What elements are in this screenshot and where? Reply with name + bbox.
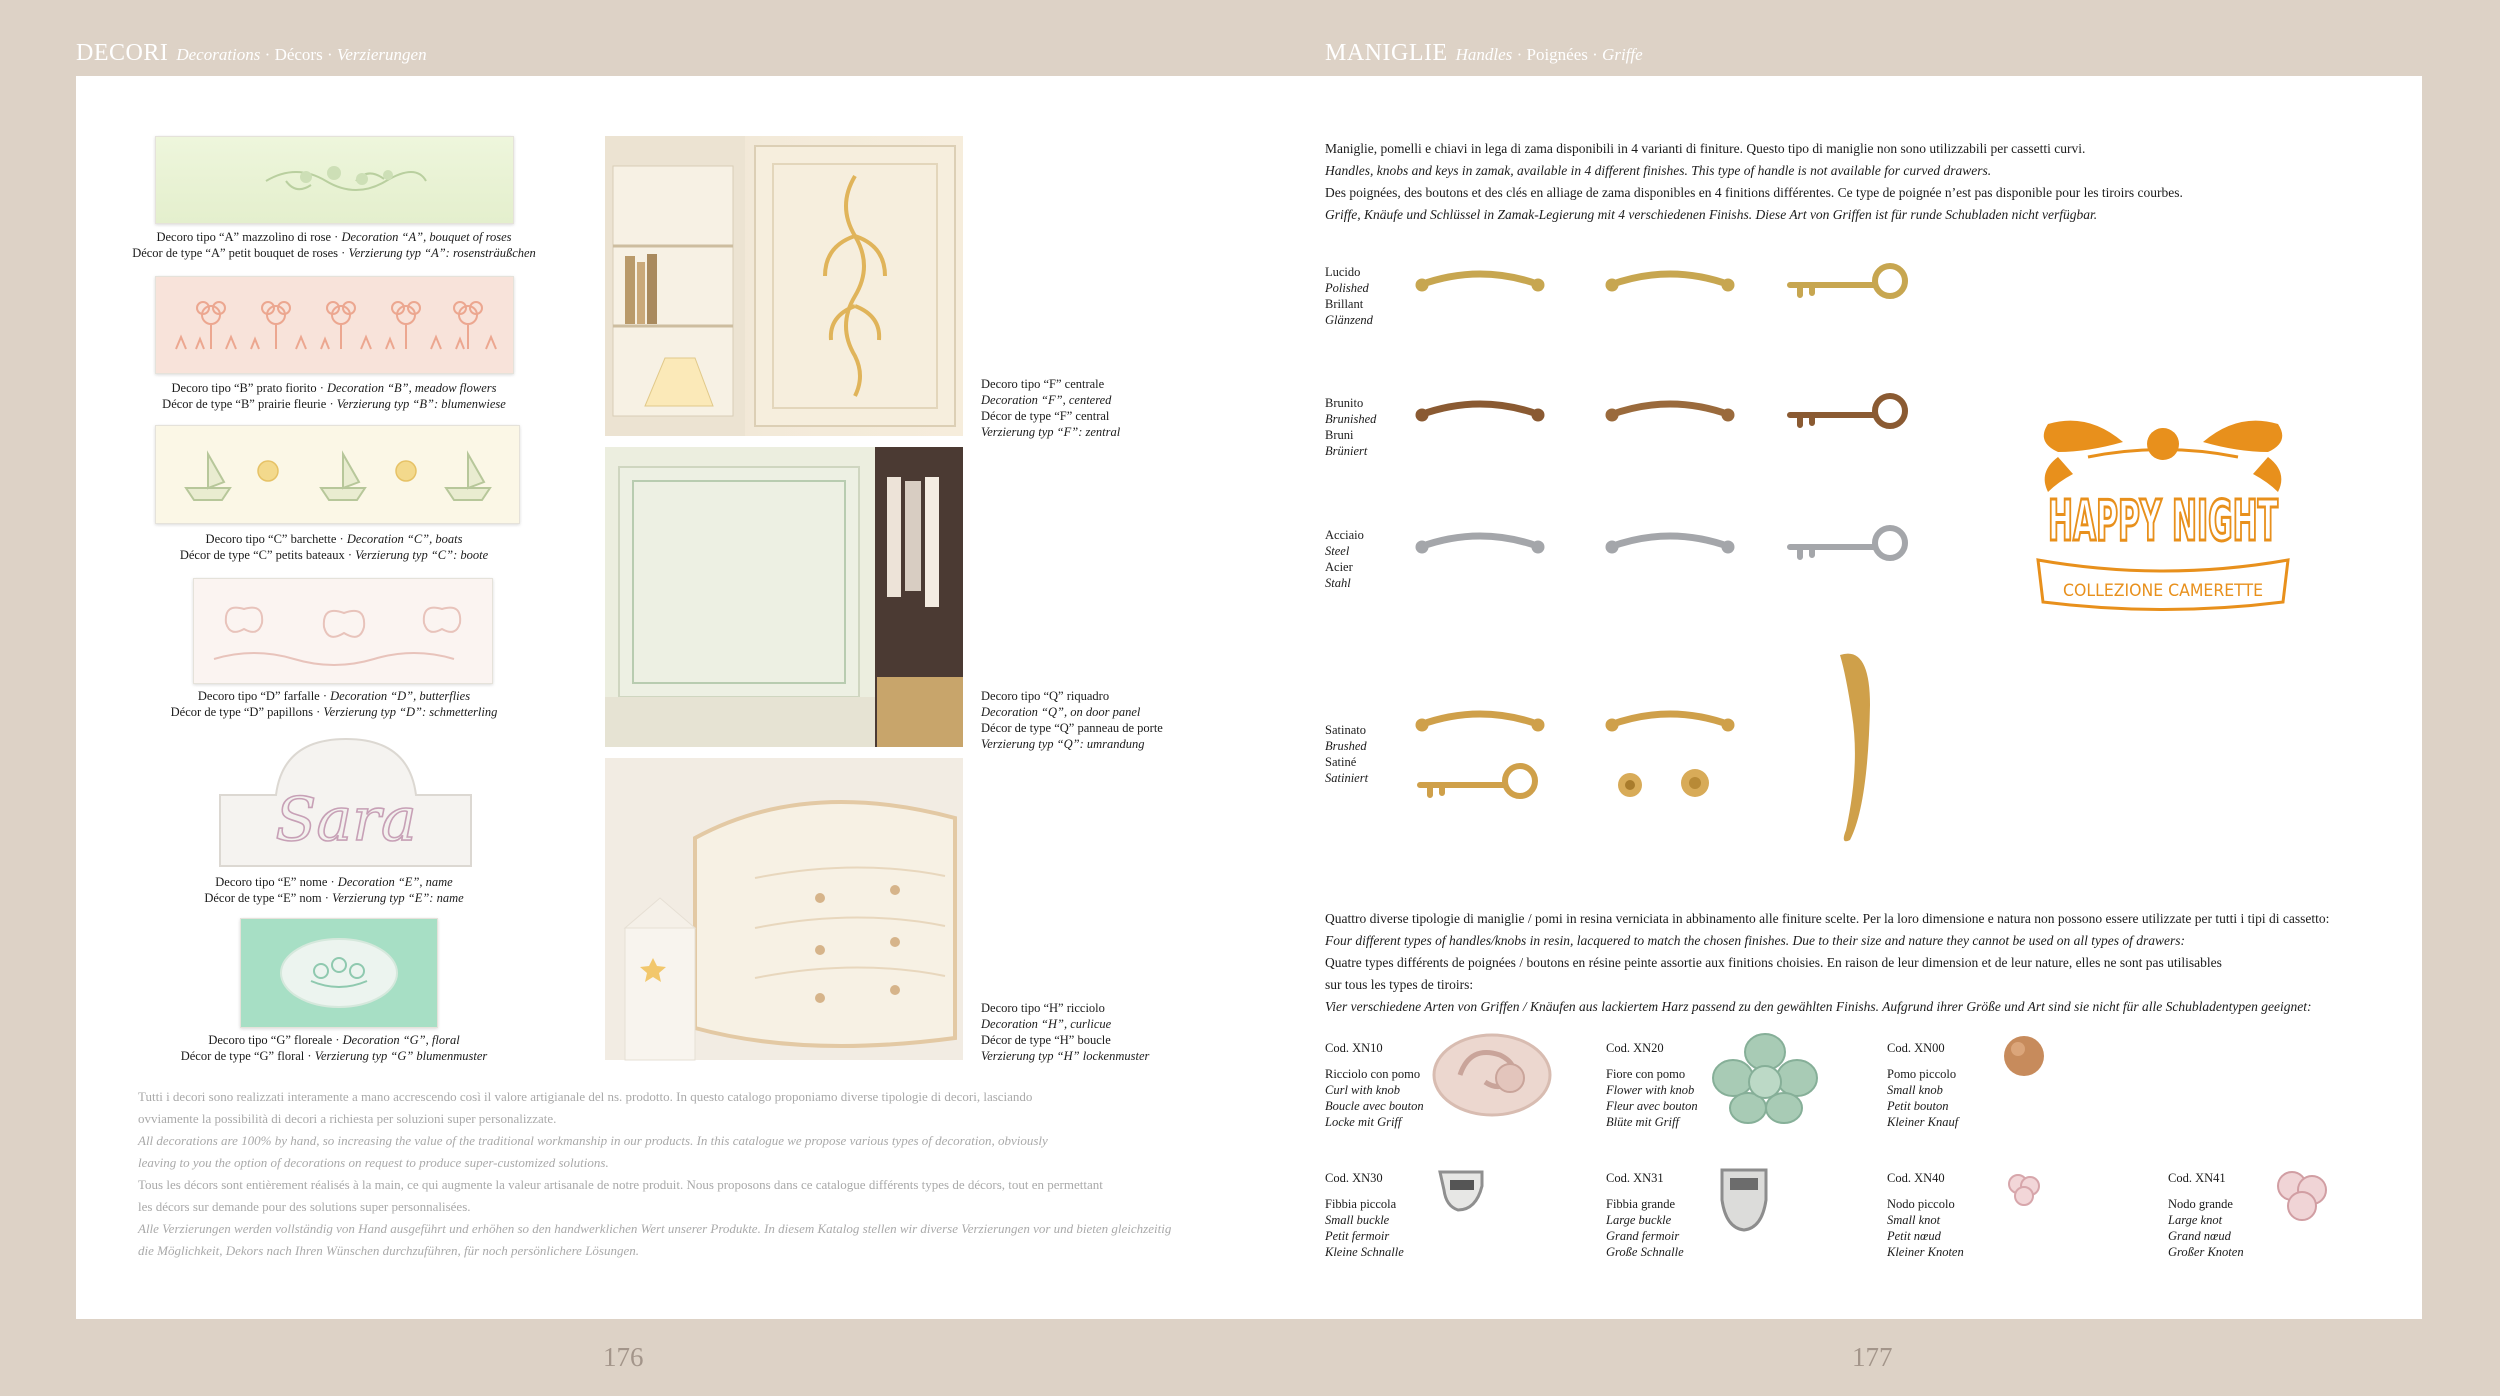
small-knob-icon [2002,1034,2046,1078]
satinato-key [1420,766,1535,796]
page-number-right: 177 [1852,1342,1893,1372]
satinato-long-handle [1840,654,1870,842]
photo-caption-h: Decoro tipo “H” ricciolo Decoration “H”, curlicue Décor de type “H” boucle Verzierung typ “H” lockenmuster [981,1001,1150,1063]
decor-caption-b: Decoro tipo “B” prato fiorito · Decoration “B”, meadow flowers Décor de type “B” prairie fleurie · Verzierung typ “B”: blumenwiese [162,381,506,411]
section-title: MANIGLIE [1325,40,1448,66]
handles-intro: Maniglie, pomelli e chiavi in lega di zama disponibili in 4 varianti di finiture. Questo tipo di maniglie non sono utilizzabili per cassetti curvi. Handles, knobs and keys in zamak, available in 4 different finishes. This type of handle is not available for curved drawers. Des poignées, des boutons et des clés en alliage de zama disponibles en 4 finitions différentes. Ce type de poignée n’est pas disponible pour les tiroirs courbes. Griffe, Knäufe und Schlüssel in Zamak-Legierung mit 4 verschiedenen Finishs. Diese Art von Griffen ist für runde Schubladen nicht verfügbar. [1325,141,2183,222]
finish-label-brunito: Brunito Brunished Bruni Brüniert [1325,396,1377,458]
finish-label-acciaio: Acciaio Steel Acier Stahl [1325,528,1364,590]
finish-label-lucido: Lucido Polished Brillant Glänzend [1325,265,1373,327]
section-title: DECORI [76,40,169,66]
satinato-handle [1416,714,1544,731]
large-knot-icon [2270,1164,2336,1230]
brunito-small-handle [1606,404,1734,421]
decor-tile-a [155,136,514,224]
small-buckle-icon [1436,1166,1488,1214]
rose-bouquet-decoration [156,137,513,223]
photo-decoration-q [605,447,963,747]
product-xn41: Cod. XN41 Nodo grande Large knot Grand nœud Großer Knoten [2168,1171,2244,1259]
decor-caption-g: Decoro tipo “G” floreale · Decoration “G”, floral Décor de type “G” floral · Verzierung typ “G” blumenmuster [180,1033,488,1063]
brunito-handle [1416,404,1544,421]
acciaio-key [1790,528,1905,558]
curl-knob-icon [1430,1030,1560,1120]
meadow-flowers-decoration [156,277,513,373]
decor-caption-a: Decoro tipo “A” mazzolino di rose · Decoration “A”, bouquet of roses Décor de type “A” petit bouquet de roses · Verzierung typ “A”: rosensträußchen [132,230,536,260]
product-xn00: Cod. XN00 Pomo piccolo Small knob Petit bouton Kleiner Knauf [1887,1041,1959,1129]
brunito-key [1790,396,1905,426]
name-decoration-text: Sara [275,785,417,855]
product-xn30: Cod. XN30 Fibbia piccola Small buckle Petit fermoir Kleine Schnalle [1325,1171,1404,1259]
product-xn20: Cod. XN20 Fiore con pomo Flower with knob Fleur avec bouton Blüte mit Griff [1606,1041,1698,1129]
acciaio-small-handle [1606,536,1734,553]
zamak-handles-grid [1400,245,1940,845]
acciaio-handle [1416,536,1544,553]
left-page-header: DECORI Decorations · Décors · Verzierungen [76,40,427,66]
photo-decoration-f [605,136,963,436]
photo-caption-q: Decoro tipo “Q” riquadro Decoration “Q”, on door panel Décor de type “Q” panneau de porte Verzierung typ “Q”: umrandung [981,689,1163,751]
page-number-left: 176 [603,1342,644,1372]
decor-caption-d: Decoro tipo “D” farfalle · Decoration “D”, butterflies Décor de type “D” papillons · Verzierung typ “D”: schmetterling [170,689,498,719]
logo-subtitle: COLLEZIONE CAMERETTE [2063,581,2263,601]
decor-tile-b [155,276,514,374]
decor-tile-e [218,735,473,868]
satinato-small-handle [1606,714,1734,731]
lucido-small-handle [1606,274,1734,291]
decor-caption-e: Decoro tipo “E” nome · Decoration “E”, name Décor de type “E” nom · Verzierung typ “E”: name [204,875,464,905]
photo-decoration-h [605,758,963,1060]
small-knot-icon [2004,1170,2044,1210]
flower-knob-icon [1708,1030,1823,1125]
product-xn10: Cod. XN10 Ricciolo con pomo Curl with knob Boucle avec bouton Locke mit Griff [1325,1041,1424,1129]
decor-tile-g [240,918,438,1028]
satinato-knobs [1618,769,1709,797]
large-buckle-icon [1718,1164,1770,1234]
lucido-key [1790,266,1905,296]
logo-title: HAPPY NIGHT [2048,489,2279,554]
boats-decoration [156,426,519,523]
decor-caption-c: Decoro tipo “C” barchette · Decoration “C”, boats Décor de type “C” petits bateaux · Verzierung typ “C”: boote [179,532,489,562]
decor-tile-c [155,425,520,524]
butterflies-decoration [194,579,492,683]
finish-label-satinato: Satinato Brushed Satiné Satiniert [1325,723,1369,785]
product-xn31: Cod. XN31 Fibbia grande Large buckle Grand fermoir Große Schnalle [1606,1171,1684,1259]
right-page-header: MANIGLIE Handles · Poignées · Griffe [1325,40,1643,66]
floral-decoration [241,919,437,1027]
decor-tile-d [193,578,493,684]
product-xn40: Cod. XN40 Nodo piccolo Small knot Petit nœud Kleiner Knoten [1887,1171,1964,1259]
photo-caption-f: Decoro tipo “F” centrale Decoration “F”, centered Décor de type “F” central Verzierung typ “F”: zentral [981,377,1121,439]
happy-night-logo [2028,412,2298,617]
resin-intro: Quattro diverse tipologie di maniglie / pomi in resina verniciata in abbinamento alle finiture scelte. Per la loro dimensione e natura non possono essere utilizzate per tutti i tipi di cassetto: Four different types of handles/knobs in resin, lacquered to match the chosen finishes. Due to their size and nature they cannot be used on all types of drawers: Quatre types différents de poignées / boutons en résine peinte assortie aux finitions choisies. En raison de leur dimension et de leur nature, elles ne sont pas utilisables sur tous les types de tiroirs: Vier verschiedene Arten von Griffen / Knäufen aus lackiertem Harz passend zu den gewählten Finishs. Aufgrund ihrer Größe und Art sind sie nicht für alle Schubladentypen geeignet: [1325,911,2330,1014]
decor-note: Tutti i decori sono realizzati interamente a mano accrescendo così il valore artigianale del ns. prodotto. In questo catalogo proponiamo diverse tipologie di decori, lasciando ovviamente la possibilità di decori a richiesta per soluzioni super personalizzate. All decorations are 100% by hand, so increasing the value of the traditional workmanship in our products. In this catalogue we propose various types of decoration, obviously leaving to you the option of decorations on request to produce super-customized solutions. Tous les décors sont entièrement réalisés à la main, ce qui augmente la valeur artisanale de notre produit. Nous proposons dans ce catalogue différents types de décors, tout en permettant les décors sur demande pour des solutions super personnalisées. Alle Verzierungen werden vollständig von Hand ausgeführt und erhöhen so den handwerklichen Wert unserer Produkte. In diesem Katalog stellen wir diverse Verzierungen vor und bieten gleichzeitig die Möglichkeit, Dekors nach Ihren Wünschen durchzuführen, für noch persönlichere Lösungen. [138,1089,1172,1258]
lucido-handle [1416,274,1544,291]
